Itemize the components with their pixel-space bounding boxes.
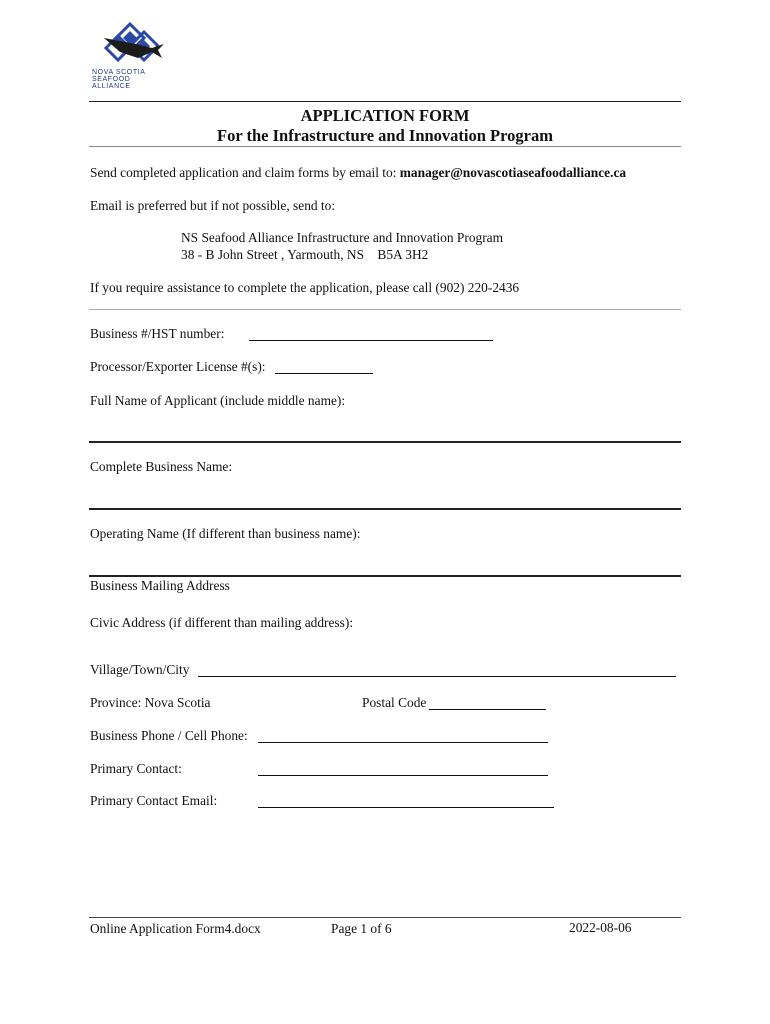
- business-hst-field[interactable]: [249, 340, 493, 341]
- email-preference-text: Email is preferred but if not possible, send to:: [90, 198, 336, 213]
- mailing-address-label: Business Mailing Address: [90, 578, 230, 593]
- primary-contact-email-field[interactable]: [258, 807, 554, 808]
- province-label: Province: Nova Scotia: [90, 695, 211, 710]
- send-instructions: [90, 165, 626, 181]
- business-name-field[interactable]: [89, 508, 681, 510]
- header-top-rule: [89, 101, 681, 102]
- postal-code-field[interactable]: [429, 709, 546, 710]
- village-field[interactable]: [198, 676, 676, 677]
- full-name-label: Full Name of Applicant (include middle name):: [90, 393, 346, 408]
- civic-address-label: Civic Address (if different than mailing address):: [90, 615, 354, 630]
- primary-contact-field[interactable]: [258, 775, 548, 776]
- footer-filename: Online Application Form4.docx: [90, 921, 261, 936]
- header-bottom-rule: [89, 146, 681, 147]
- full-name-field[interactable]: [89, 441, 681, 443]
- primary-contact-label: Primary Contact:: [90, 761, 182, 776]
- intro-divider: [89, 309, 681, 310]
- footer-date: 2022-08-06: [569, 920, 632, 935]
- phone-label: Business Phone / Cell Phone:: [90, 728, 248, 743]
- business-name-label: Complete Business Name:: [90, 459, 233, 474]
- manager-email-link[interactable]: manager@novascotiaseafoodalliance.ca: [399, 165, 627, 180]
- village-label: Village/Town/City: [90, 662, 190, 677]
- logo-mark-icon: [100, 22, 170, 68]
- footer-rule: [89, 917, 681, 918]
- mailing-address-line2: 38 - B John Street , Yarmouth, NS B5A 3H2: [181, 247, 429, 262]
- operating-name-field[interactable]: [89, 575, 681, 577]
- alliance-logo: [90, 22, 170, 90]
- assistance-text: If you require assistance to complete the application, please call (902) 220-2436: [90, 280, 520, 295]
- logo-text-line2: SEAFOOD ALLIANCE: [92, 76, 131, 90]
- business-hst-label: Business #/HST number:: [90, 326, 225, 341]
- phone-field[interactable]: [258, 742, 548, 743]
- operating-name-label: Operating Name (If different than business name):: [90, 526, 361, 541]
- footer-page-number: Page 1 of 6: [331, 921, 392, 936]
- mailing-address-line1: NS Seafood Alliance Infrastructure and Innovation Program: [181, 230, 504, 245]
- form-title: APPLICATION FORM: [300, 106, 470, 125]
- license-label: Processor/Exporter License #(s):: [90, 359, 266, 374]
- postal-code-label: Postal Code: [362, 695, 427, 710]
- logo-text-line1: NOVA SCOTIA: [92, 69, 146, 76]
- license-field[interactable]: [275, 373, 373, 374]
- send-text: Send completed application and claim forms by email to:: [90, 165, 397, 180]
- primary-contact-email-label: Primary Contact Email:: [90, 793, 218, 808]
- form-subtitle: For the Infrastructure and Innovation Program: [217, 126, 553, 145]
